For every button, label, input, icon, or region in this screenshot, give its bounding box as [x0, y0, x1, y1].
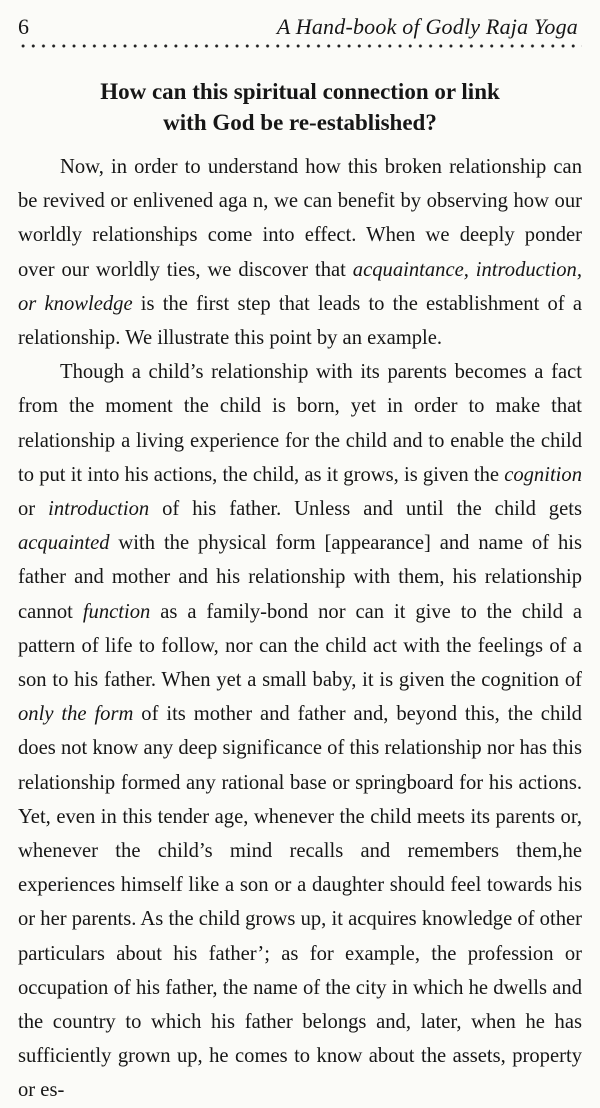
text-run: or — [18, 498, 49, 521]
text-run: Now, in order to understand how this broken relationship can be revived or enlivened aga n, we can benefit by observing how our worldly relationships come into effect. When we deeply ponder over our worldly ties, we discover that — [18, 156, 582, 281]
italic-text: cognition — [504, 463, 582, 486]
paragraph — [18, 150, 582, 355]
text-run: of his father. Unless and until the child gets — [149, 498, 582, 521]
text-run: with the physical form [appearance] and name of his father and mother and his relationship with them, his relationship cannot — [18, 532, 582, 623]
italic-text: introduction — [48, 498, 150, 521]
running-header — [18, 0, 582, 39]
book-title: A Hand-book of Godly Raja Yoga — [276, 14, 578, 39]
paragraph — [18, 355, 582, 1107]
italic-text: only the form — [18, 703, 134, 726]
text-run: as a family-bond nor can it give to the child a pattern of life to follow, nor can the child act with the feelings of a son to his father. When yet a small baby, it is given the cognition of — [18, 600, 583, 692]
text-run: of its mother and father and, beyond this, the child does not know any deep significance of this relationship nor has this relationship formed any rational base or springboard for his actions. Yet, even in this tender age, whenever the child meets its parents or, whenever the child’s mind recalls and remembers them,he experiences himself like a son or a daughter should feel towards his or her parents. As the child grows up, it acquires knowledge of other particulars about his father’; as for example, the profession or occupation of his father, the name of the city in which he dwells and the country to which his father belongs and, later, when he has sufficiently grown up, he comes to know about the assets, property or es- — [18, 703, 582, 1102]
text-run: is the first step that leads to the establishment of a relationship. We illustrate this point by an example. — [18, 292, 582, 350]
page-number: 6 — [18, 14, 29, 39]
section-heading-line-2: with God be re-established? — [163, 110, 437, 135]
italic-text: acquaintance, introduction, or knowledge — [18, 258, 582, 315]
italic-text: function — [82, 600, 151, 623]
section-heading-line-1: How can this spiritual connection or link — [100, 79, 500, 104]
section-heading — [18, 76, 582, 138]
italic-text: acquainted — [18, 532, 110, 555]
text-run: Though a child’s relationship with its parents becomes a fact from the moment the child is born, yet in order to make that relationship a living experience for the child and to enable the child to put it into his actions, the child, as it grows, is given the — [18, 361, 582, 486]
dotted-rule — [18, 44, 582, 48]
body-text — [18, 150, 582, 1108]
